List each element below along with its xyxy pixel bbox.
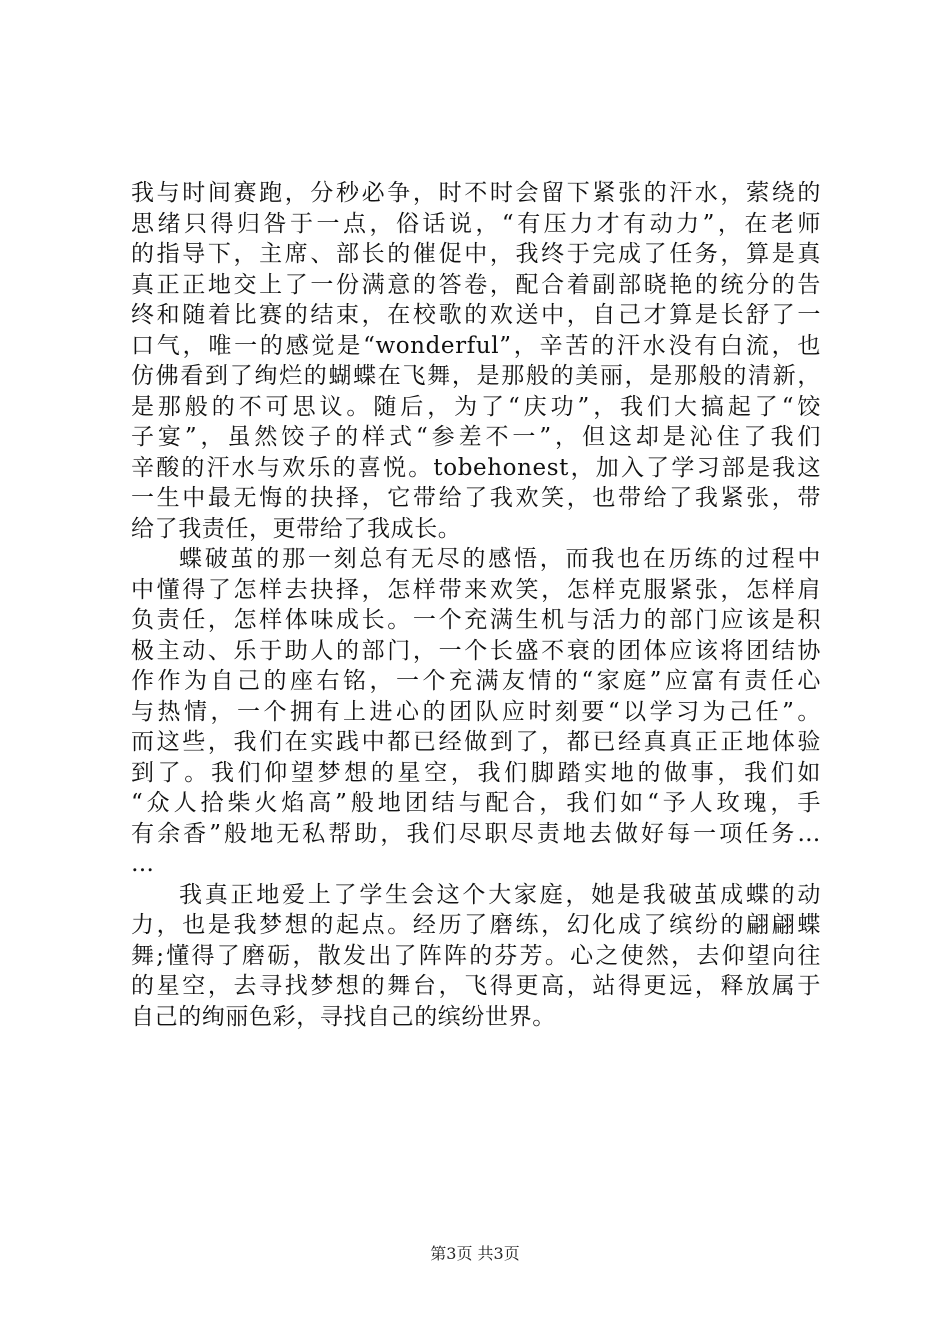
text-line: 我与时间赛跑，分秒必争，时不时会留下紧张的汗水，萦绕的 [131,180,821,206]
text-line: 给了我责任，更带给了我成长。 [131,515,462,542]
text-line: 一生中最无悔的抉择，它带给了我欢笑，也带给了我紧张，带 [131,485,821,511]
text-line: 仿佛看到了绚烂的蝴蝶在飞舞，是那般的美丽，是那般的清新， [131,363,821,389]
text-line: 子宴”，虽然饺子的样式“参差不一”，但这却是沁住了我们 [131,424,821,450]
text-line: … [131,851,155,877]
text-line: 终和随着比赛的结束，在校歌的欢送中，自己才算是长舒了一 [131,302,821,328]
text-line: 自己的绚丽色彩，寻找自己的缤纷世界。 [131,1003,556,1030]
text-line: 的指导下，主席、部长的催促中，我终于完成了任务，算是真 [131,241,821,267]
paragraph [131,544,821,880]
text-line: 辛酸的汗水与欢乐的喜悦。tobehonest，加入了学习部是我这 [131,454,821,481]
text-line: 口气，唯一的感觉是“wonderful”，辛苦的汗水没有白流，也 [131,332,821,359]
paragraph [131,178,821,544]
text-line: 与热情，一个拥有上进心的团队应时刻要“以学习为己任”。 [131,698,821,725]
text-line: 作作为自己的座右铭，一个充满友情的“家庭”应富有责任心 [131,668,821,694]
paragraph [131,880,821,1033]
text-line: 的星空，去寻找梦想的舞台，飞得更高，站得更远，释放属于 [131,973,821,999]
text-line: 中懂得了怎样去抉择，怎样带来欢笑，怎样克服紧张，怎样肩 [131,576,821,603]
text-line: 我真正地爱上了学生会这个大家庭，她是我破茧成蝶的动 [179,881,821,908]
text-line: “众人拾柴火焰高”般地团结与配合，我们如“予人玫瑰，手 [131,790,821,816]
text-line: 而这些，我们在实践中都已经做到了，都已经真真正正地体验 [131,729,821,755]
text-line: 是那般的不可思议。随后，为了“庆功”，我们大搞起了“饺 [131,393,821,420]
page-footer: 第3页 共3页 [430,1244,520,1263]
text-line: 负责任，怎样体味成长。一个充满生机与活力的部门应该是积 [131,607,821,633]
document-body [131,178,821,1032]
text-line: 极主动、乐于助人的部门，一个长盛不衰的团体应该将团结协 [131,637,821,664]
text-line: 蝶破茧的那一刻总有无尽的感悟，而我也在历练的过程中 [179,546,821,572]
text-line: 力，也是我梦想的起点。经历了磨练，幻化成了缤纷的翩翩蝶 [131,912,821,938]
text-line: 真正正地交上了一份满意的答卷，配合着副部晓艳的统分的告 [131,271,821,298]
text-line: 舞;懂得了磨砺，散发出了阵阵的芬芳。心之使然，去仰望向往 [131,942,821,969]
text-line: 有余香”般地无私帮助，我们尽职尽责地去做好每一项任务… [131,820,821,847]
text-line: 思绪只得归咎于一点，俗话说，“有压力才有动力”，在老师 [131,210,821,237]
text-line: 到了。我们仰望梦想的星空，我们脚踏实地的做事，我们如 [131,759,821,786]
